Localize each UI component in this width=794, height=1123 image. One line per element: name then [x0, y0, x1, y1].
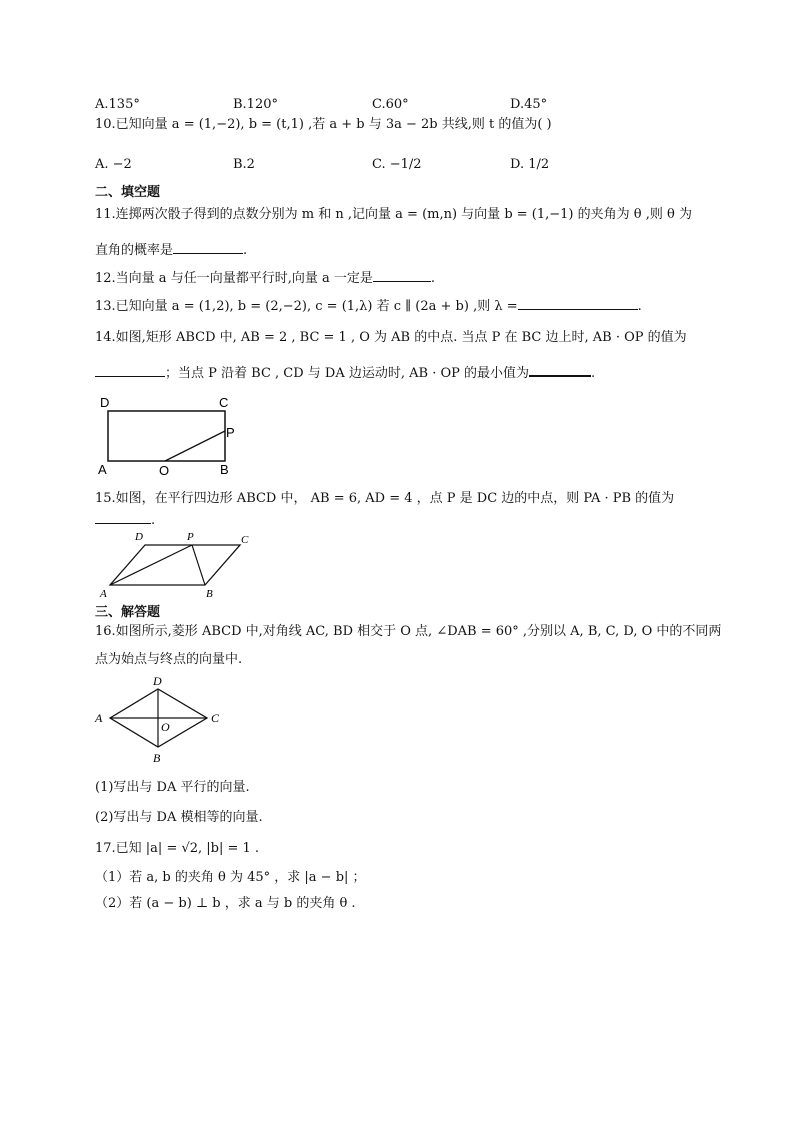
label-b: B	[220, 462, 229, 477]
q10-option-d: D. 1/2	[510, 157, 550, 172]
q13-answer-blank[interactable]	[518, 296, 638, 310]
segment-op	[165, 431, 225, 461]
label-p: P	[187, 531, 194, 543]
q16-sub2: (2)写出与 DA 模相等的向量.	[95, 810, 263, 825]
label-d: D	[135, 531, 143, 543]
figure-rhombus-abcd	[95, 672, 235, 768]
label-d: D	[153, 674, 162, 688]
q13-end: .	[637, 299, 642, 314]
q15-answer-blank[interactable]	[95, 510, 151, 524]
q16-sub1: (1)写出与 DA 平行的向量.	[95, 780, 250, 795]
q11-line1: 11.连掷两次骰子得到的点数分别为 m 和 n ,记向量 a = (m,n) 与向量 b = (1,−1) 的夹角为 θ ,则 θ 为	[95, 207, 692, 222]
q9-option-b: B.120°	[233, 97, 278, 112]
segment-pa	[110, 545, 192, 585]
q16-line2: 点为始点与终点的向量中.	[95, 652, 243, 667]
label-c: C	[219, 395, 229, 410]
q15-end: .	[151, 513, 156, 528]
q11-line2	[95, 240, 247, 260]
label-a: A	[98, 462, 107, 477]
q14-line2	[95, 362, 595, 383]
q15-line2	[95, 510, 155, 530]
q12-end: .	[430, 271, 435, 286]
label-p: P	[226, 425, 235, 440]
q9-option-c: C.60°	[372, 97, 409, 112]
q17-line1: 17.已知 |a| = √2, |b| = 1 .	[95, 841, 260, 856]
q14-line2-text: ；当点 P 沿着 BC , CD 与 DA 边运动时, AB · OP 的最小值为	[165, 366, 530, 381]
q10-option-b: B.2	[233, 157, 255, 172]
label-c: C	[241, 534, 249, 546]
q11-answer-blank[interactable]	[173, 240, 243, 254]
q13-line	[95, 296, 642, 316]
q11-end: .	[243, 243, 248, 258]
q9-option-d: D.45°	[510, 97, 548, 112]
label-o: O	[161, 720, 170, 734]
figure-parallelogram-abcd	[95, 528, 265, 603]
q16-line1: 16.如图所示,菱形 ABCD 中,对角线 AC, BD 相交于 O 点, ∠DAB = 60° ,分别以 A, B, C, D, O 中的不同两	[95, 624, 722, 639]
q9-option-a: A.135°	[95, 97, 140, 112]
parallelogram-shape	[110, 545, 240, 585]
q17-sub1: （1）若 a, b 的夹角 θ 为 45° ，求 |a − b| ；	[95, 870, 366, 885]
section-fill-in-title: 二、填空题	[95, 185, 161, 200]
q13-text: 13.已知向量 a = (1,2), b = (2,−2), c = (1,λ) 若 c ∥ (2a + b) ,则 λ =	[95, 299, 518, 314]
q14-end: .	[591, 366, 596, 381]
segment-pb	[192, 545, 205, 585]
label-c: C	[211, 711, 220, 725]
label-b: B	[206, 588, 213, 600]
q14-answer-blank-2[interactable]	[529, 362, 591, 377]
q10-option-a: A. −2	[95, 157, 132, 172]
label-a: A	[100, 588, 107, 600]
label-d: D	[100, 395, 110, 410]
q11-line2-text: 直角的概率是	[95, 243, 174, 258]
label-a: A	[95, 711, 103, 725]
q17-sub2: （2）若 (a − b) ⊥ b ，求 a 与 b 的夹角 θ .	[95, 896, 356, 911]
section-answer-title: 三、解答题	[95, 605, 161, 620]
rectangle-shape	[108, 411, 225, 461]
q12-line	[95, 268, 435, 288]
q10-stem: 10.已知向量 a = (1,−2), b = (t,1) ,若 a + b 与 3a − 2b 共线,则 t 的值为( )	[95, 117, 552, 132]
q10-option-c: C. −1/2	[372, 157, 422, 172]
label-o: O	[159, 463, 170, 478]
label-b: B	[153, 751, 161, 765]
figure-rectangle-abcd	[95, 392, 245, 482]
q15-line1: 15.如图，在平行四边形 ABCD 中， AB = 6, AD = 4 ，点 P 是 DC 边的中点，则 PA · PB 的值为	[95, 491, 675, 506]
q12-answer-blank[interactable]	[373, 268, 431, 282]
q14-line1: 14.如图,矩形 ABCD 中, AB = 2 , BC = 1 , O 为 AB 的中点. 当点 P 在 BC 边上时, AB · OP 的值为	[95, 330, 687, 345]
q14-answer-blank-1[interactable]	[95, 363, 165, 377]
q12-text: 12.当向量 a 与任一向量都平行时,向量 a 一定是	[95, 271, 373, 286]
